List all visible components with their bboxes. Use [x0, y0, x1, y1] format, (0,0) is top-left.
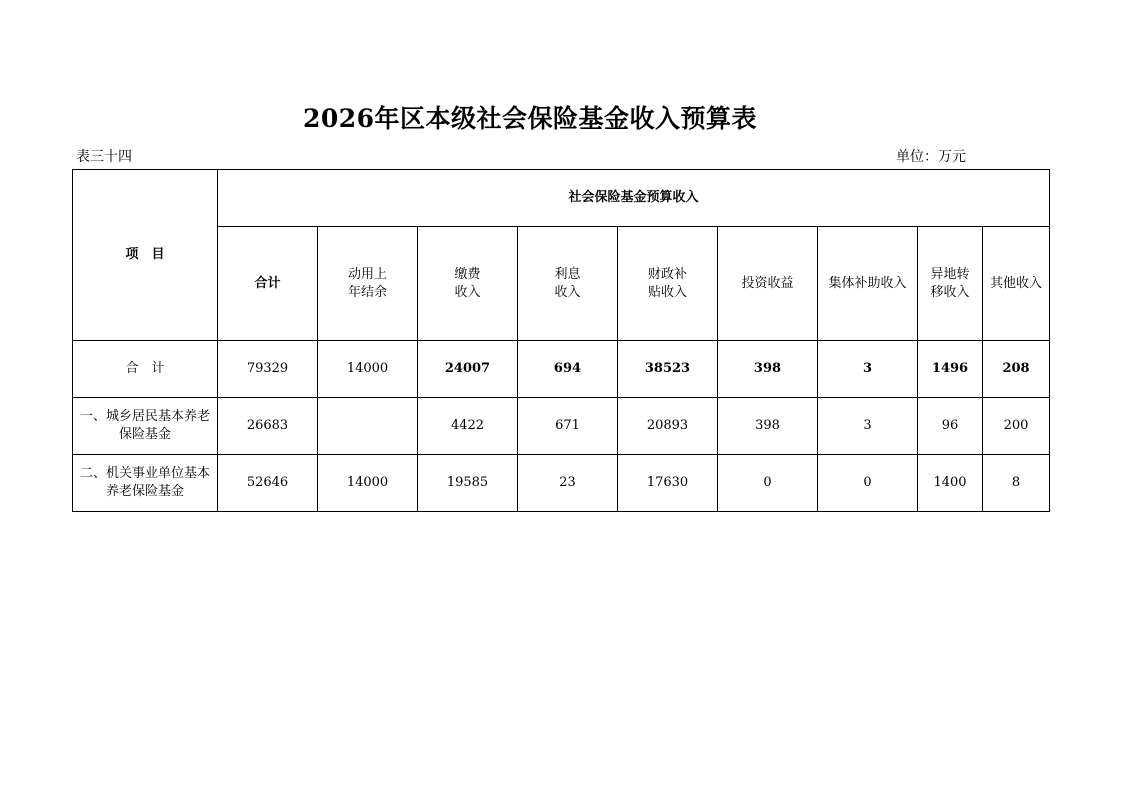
cell-interest: 694: [518, 341, 618, 398]
header-carryover: [318, 227, 418, 341]
row-label: [73, 398, 218, 455]
table-row: [73, 455, 1050, 512]
header-collective: 集体补助收入: [818, 227, 918, 341]
header-subsidy: [618, 227, 718, 341]
header-contribution-line2: 收入: [454, 284, 481, 300]
cell-total: 52646: [218, 455, 318, 512]
cell-subsidy: 20893: [618, 398, 718, 455]
header-interest-line2: 收入: [554, 284, 581, 300]
cell-contribution: 19585: [418, 455, 518, 512]
cell-transfer: 1496: [918, 341, 983, 398]
header-transfer-line2: 移收入: [930, 284, 970, 300]
cell-total: 26683: [218, 398, 318, 455]
page-title: 2026年区本级社会保险基金收入预算表: [302, 104, 758, 133]
header-group-fund-income: 社会保险基金预算收入: [218, 170, 1050, 227]
header-carryover-line1: 动用上: [347, 266, 387, 282]
header-transfer: [918, 227, 983, 341]
row-label-line1: 二、机关事业单位基本: [79, 466, 210, 482]
cell-other: 8: [983, 455, 1050, 512]
cell-carryover: 14000: [318, 341, 418, 398]
header-project: 项 目: [73, 170, 218, 341]
header-transfer-line1: 异地转: [930, 266, 970, 282]
cell-carryover: [318, 398, 418, 455]
table-number: 表三十四: [76, 149, 132, 165]
cell-contribution: 24007: [418, 341, 518, 398]
cell-investment: 0: [718, 455, 818, 512]
cell-collective: 3: [818, 398, 918, 455]
unit-label: 单位：万元: [896, 149, 966, 165]
table-row: [73, 398, 1050, 455]
cell-other: 208: [983, 341, 1050, 398]
header-row-columns: [73, 227, 1050, 341]
cell-collective: 3: [818, 341, 918, 398]
row-label: 合 计: [73, 341, 218, 398]
header-subsidy-line1: 财政补: [647, 266, 687, 282]
header-carryover-line2: 年结余: [347, 284, 387, 300]
header-contribution-line1: 缴费: [454, 266, 481, 282]
cell-subsidy: 17630: [618, 455, 718, 512]
header-total: 合计: [218, 227, 318, 341]
header-investment: 投资收益: [718, 227, 818, 341]
header-contribution: [418, 227, 518, 341]
budget-table: [72, 169, 1050, 512]
cell-collective: 0: [818, 455, 918, 512]
cell-transfer: 1400: [918, 455, 983, 512]
cell-carryover: 14000: [318, 455, 418, 512]
cell-contribution: 4422: [418, 398, 518, 455]
cell-interest: 23: [518, 455, 618, 512]
table-row-total: [73, 341, 1050, 398]
header-subsidy-line2: 贴收入: [647, 284, 687, 300]
cell-other: 200: [983, 398, 1050, 455]
row-label-line2: 养老保险基金: [105, 484, 184, 499]
header-interest-line1: 利息: [554, 266, 581, 282]
cell-subsidy: 38523: [618, 341, 718, 398]
cell-transfer: 96: [918, 398, 983, 455]
row-label-line1: 一、城乡居民基本养老: [79, 409, 210, 425]
header-interest: [518, 227, 618, 341]
header-other: 其他收入: [983, 227, 1050, 341]
cell-investment: 398: [718, 398, 818, 455]
header-row-group: [73, 170, 1050, 227]
cell-interest: 671: [518, 398, 618, 455]
row-label-line2: 保险基金: [118, 427, 171, 442]
cell-investment: 398: [718, 341, 818, 398]
row-label: [73, 455, 218, 512]
cell-total: 79329: [218, 341, 318, 398]
